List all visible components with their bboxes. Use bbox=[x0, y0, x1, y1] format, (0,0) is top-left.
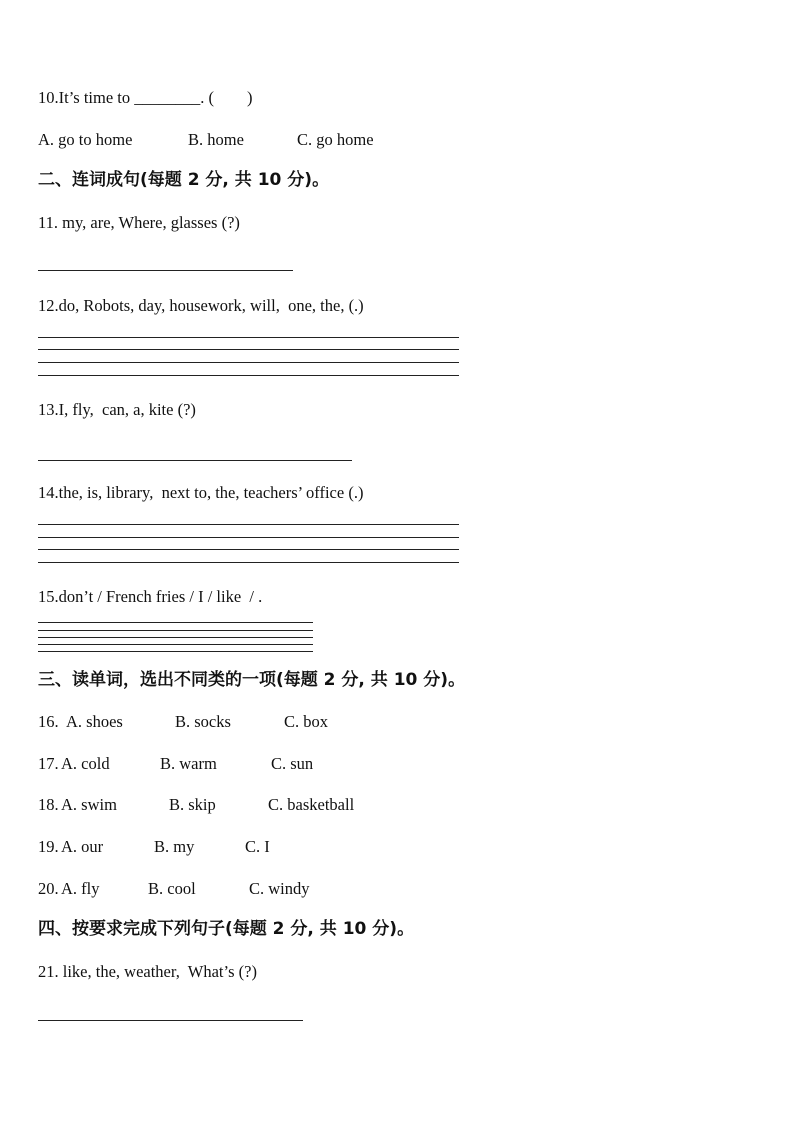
question-17-number: 17. bbox=[38, 754, 59, 773]
question-20-option-b: B. cool bbox=[148, 879, 196, 898]
answer-line[interactable] bbox=[38, 337, 459, 338]
answer-line[interactable] bbox=[38, 637, 313, 638]
question-16-number: 16. bbox=[38, 712, 59, 731]
question-20-option-a: A. fly bbox=[61, 879, 100, 898]
section-4-heading: 四、按要求完成下列句子(每题 2 分, 共 10 分)。 bbox=[38, 919, 415, 939]
question-10-option-c: C. go home bbox=[297, 130, 374, 149]
question-18-option-b: B. skip bbox=[169, 795, 216, 814]
answer-line[interactable] bbox=[38, 644, 313, 645]
answer-line[interactable] bbox=[38, 349, 459, 350]
question-10-option-b: B. home bbox=[188, 130, 244, 149]
answer-line[interactable] bbox=[38, 460, 352, 461]
answer-line[interactable] bbox=[38, 524, 459, 525]
question-16-option-c: C. box bbox=[284, 712, 329, 731]
question-17-option-b: B. warm bbox=[160, 754, 217, 773]
question-19-number: 19. bbox=[38, 837, 59, 856]
question-20-option-c: C. windy bbox=[249, 879, 310, 898]
answer-line[interactable] bbox=[38, 537, 459, 538]
question-11-stem: 11. my, are, Where, glasses (?) bbox=[38, 213, 240, 232]
question-18-option-c: C. basketball bbox=[268, 795, 355, 814]
question-18-number: 18. bbox=[38, 795, 59, 814]
question-17-option-c: C. sun bbox=[271, 754, 314, 773]
question-13-stem: 13.I, fly, can, a, kite (?) bbox=[38, 400, 196, 419]
answer-line[interactable] bbox=[38, 630, 313, 631]
answer-line[interactable] bbox=[38, 270, 293, 271]
question-16-option-b: B. socks bbox=[175, 712, 231, 731]
question-21-stem: 21. like, the, weather, What’s (?) bbox=[38, 962, 257, 981]
answer-line[interactable] bbox=[38, 562, 459, 563]
answer-line[interactable] bbox=[38, 622, 313, 623]
question-19-option-b: B. my bbox=[154, 837, 195, 856]
answer-line[interactable] bbox=[38, 651, 313, 652]
answer-line[interactable] bbox=[38, 375, 459, 376]
answer-line[interactable] bbox=[38, 549, 459, 550]
section-3-heading: 三、读单词，选出不同类的一项(每题 2 分, 共 10 分)。 bbox=[38, 670, 466, 690]
question-10-stem: 10.It’s time to ________. ( ) bbox=[38, 88, 253, 107]
question-16-option-a: A. shoes bbox=[66, 712, 123, 731]
question-12-stem: 12.do, Robots, day, housework, will, one, the, (.) bbox=[38, 296, 364, 315]
question-14-stem: 14.the, is, library, next to, the, teachers’ office (.) bbox=[38, 483, 364, 502]
question-20-number: 20. bbox=[38, 879, 59, 898]
answer-line[interactable] bbox=[38, 362, 459, 363]
question-18-option-a: A. swim bbox=[61, 795, 117, 814]
answer-line[interactable] bbox=[38, 1020, 303, 1021]
question-15-stem: 15.don’t / French fries / I / like / . bbox=[38, 587, 263, 606]
section-2-heading: 二、连词成句(每题 2 分, 共 10 分)。 bbox=[38, 170, 330, 190]
question-17-option-a: A. cold bbox=[61, 754, 110, 773]
question-19-option-c: C. I bbox=[245, 837, 270, 856]
question-19-option-a: A. our bbox=[61, 837, 104, 856]
question-10-option-a: A. go to home bbox=[38, 130, 133, 149]
